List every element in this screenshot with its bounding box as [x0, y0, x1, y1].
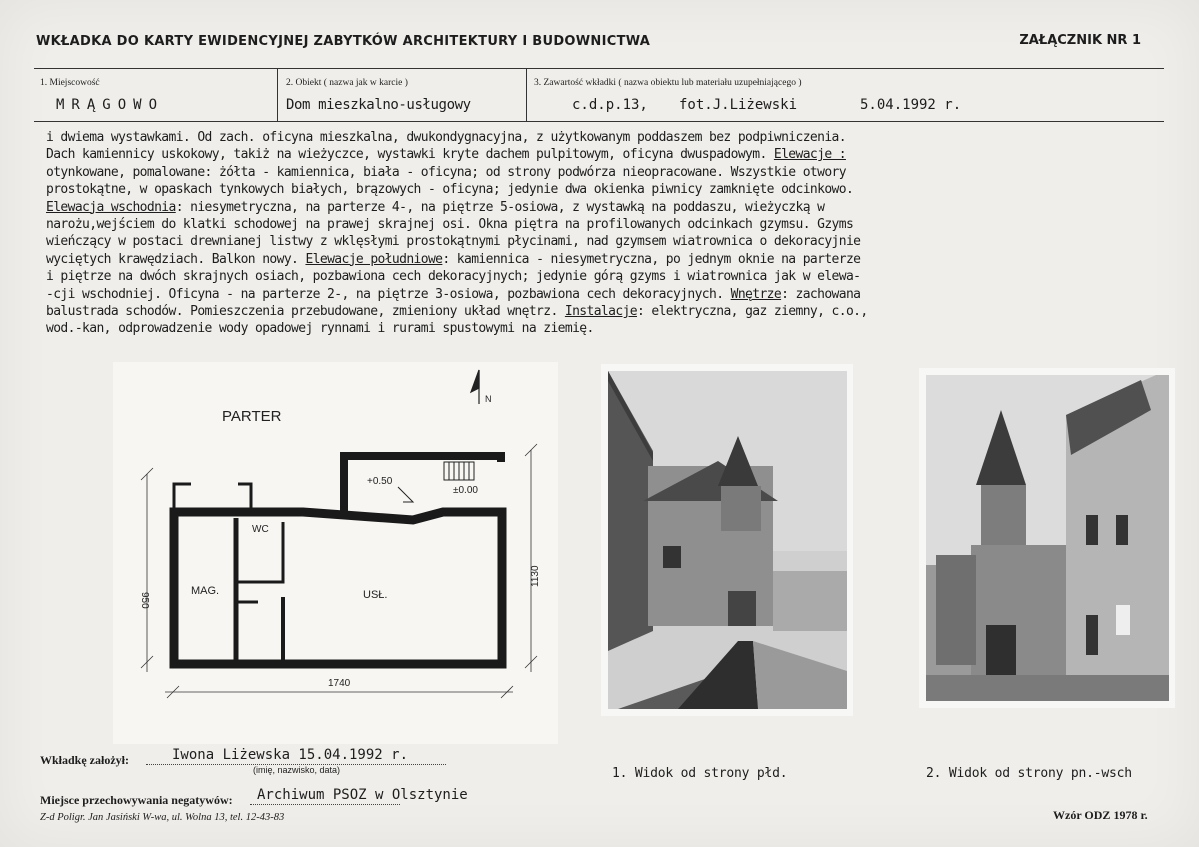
- created-by-label: Wkładkę założył:: [40, 753, 129, 767]
- text-line-9: i piętrze na dwóch skrajnych osiach, pozbawiona cech dekoracyjnych; jedynie górą gzyms i wiatrownica jak w elewa-: [46, 269, 861, 285]
- plan-title: PARTER: [222, 408, 282, 425]
- heading-instalacje: Instalacje: [564, 304, 637, 320]
- storage-dotline: [250, 804, 400, 805]
- annex-number: ZAŁĄCZNIK NR 1: [1019, 33, 1141, 48]
- photo-northeast-image: [926, 375, 1169, 701]
- field-1-label: 1. Miejscowość: [40, 78, 100, 88]
- photo-south-image: [608, 371, 847, 709]
- top-rule: [34, 68, 1164, 69]
- photo-south-view: [608, 371, 847, 709]
- field-3-value-c: 5.04.1992 r.: [860, 97, 962, 113]
- level-mark-1: +0.50: [367, 476, 393, 487]
- text-line-10: -cji wschodniej. Oficyna - na parterze 2-, na piętrze 3-osiowa, pozbawiona cech dekoracyjnych. Wnętrze: zachowana: [46, 286, 861, 302]
- level-mark-2: ±0.00: [453, 485, 478, 496]
- staircase: [398, 462, 474, 502]
- room-label-wc: WC: [252, 524, 269, 535]
- text-line-4: prostokątne, w opaskach tynkowych białych, brązowych - oficyna; jedynie dwa okienka piwnicy zamknięte odcinkowo.: [46, 182, 854, 198]
- field-3-value-a: c.d.p.13,: [572, 97, 648, 113]
- description-text: [46, 129, 1196, 338]
- dimension-right: 1130: [530, 565, 541, 587]
- heading-elewacja-wschodnia: Elewacja wschodnia: [46, 199, 176, 215]
- printer-info: Z-d Poligr. Jan Jasiński W-wa, ul. Wolna 13, tel. 12-43-83: [40, 812, 285, 823]
- text-line-1: i dwiema wystawkami. Od zach. oficyna mieszkalna, dwukondygnacyjna, z użytkowanym poddaszem bez podpiwniczenia.: [46, 130, 846, 145]
- photo-2-card: [919, 368, 1175, 708]
- text-line-12: wod.-kan, odprowadzenie wody opadowej rynnami i rurami spustowymi na ziemię.: [46, 321, 594, 337]
- north-label: N: [485, 394, 492, 404]
- room-label-usl: USŁ.: [363, 589, 388, 601]
- dimension-bottom: 1740: [328, 678, 351, 689]
- north-arrow-icon: [471, 370, 479, 404]
- text-line-3: otynkowane, pomalowane: żółta - kamiennica, biała - oficyna; od strony podwórza nieopracowane. Wszystkie otwory: [46, 164, 846, 180]
- photo-northeast-view: [926, 375, 1169, 701]
- floor-plan-card: [113, 362, 558, 744]
- text-line-7: wieńczący w postaci drewnianej listwy z wklęsłymi prostokątnymi płycinami, nad gzymsem wiatrownica o dekoracyjnie: [46, 234, 861, 250]
- field-3-value-b: fot.J.Liżewski: [679, 97, 798, 113]
- heading-elewacje-poludniowe: Elewacje południowe: [305, 251, 443, 267]
- heading-elewacje: Elewacje :: [773, 147, 846, 163]
- form-model: Wzór ODZ 1978 r.: [1053, 808, 1148, 822]
- text-line-6: narożu,wejściem do klatki schodowej na prawej skrajnej osi. Okna piętra na profilowanych odcinkach gzymsu. Gzyms: [46, 217, 854, 233]
- room-label-mag: MAG.: [191, 585, 220, 597]
- photo-1-card: [601, 364, 853, 716]
- storage-value: Archiwum PSOZ w Olsztynie: [257, 787, 468, 803]
- field-2-label: 2. Obiekt ( nazwa jak w karcie ): [286, 78, 408, 88]
- created-by-hint: (imię, nazwisko, data): [253, 765, 341, 775]
- field-divider-1: [277, 68, 278, 121]
- field-divider-2: [526, 68, 527, 121]
- field-bottom-rule: [34, 121, 1164, 122]
- dimension-left: 950: [139, 592, 150, 609]
- text-line-5: Elewacja wschodnia: niesymetryczna, na parterze 4-, na piętrze 5-osiowa, z wystawką na poddaszu, wieżyczką w: [46, 199, 825, 215]
- text-line-11: balustrada schodów. Pomieszczenia przebudowane, zmieniony układ wnętrz. Instalacje: elektryczna, gaz ziemny, c.o.,: [46, 304, 868, 320]
- storage-label: Miejsce przechowywania negatywów:: [40, 793, 233, 807]
- text-line-2: Dach kamiennicy uskokowy, takiż na wieżyczce, wystawki kryte dachem pulpitowym, oficyna dwuspadowym. Elewacje :: [46, 147, 846, 163]
- heading-wnetrze: Wnętrze: [730, 286, 782, 302]
- floor-plan-drawing: [113, 362, 558, 744]
- field-3-label: 3. Zawartość wkładki ( nazwa obiektu lub materiału uzupełniającego ): [534, 78, 802, 88]
- field-2-value: Dom mieszkalno-usługowy: [286, 97, 471, 113]
- document-title: WKŁADKA DO KARTY EWIDENCYJNEJ ZABYTKÓW ARCHITEKTURY I BUDOWNICTWA: [36, 34, 651, 49]
- caption-photo-2: 2. Widok od strony pn.-wsch: [926, 766, 1132, 781]
- created-by-value: Iwona Liżewska 15.04.1992 r.: [172, 747, 409, 763]
- field-1-value: MRĄGOWO: [56, 97, 165, 113]
- caption-photo-1: 1. Widok od strony płd.: [612, 766, 788, 781]
- text-line-8: wyciętych krawędziach. Balkon nowy. Elewacje południowe: kamiennica - niesymetryczna, po jednym oknie na parterze: [46, 251, 861, 267]
